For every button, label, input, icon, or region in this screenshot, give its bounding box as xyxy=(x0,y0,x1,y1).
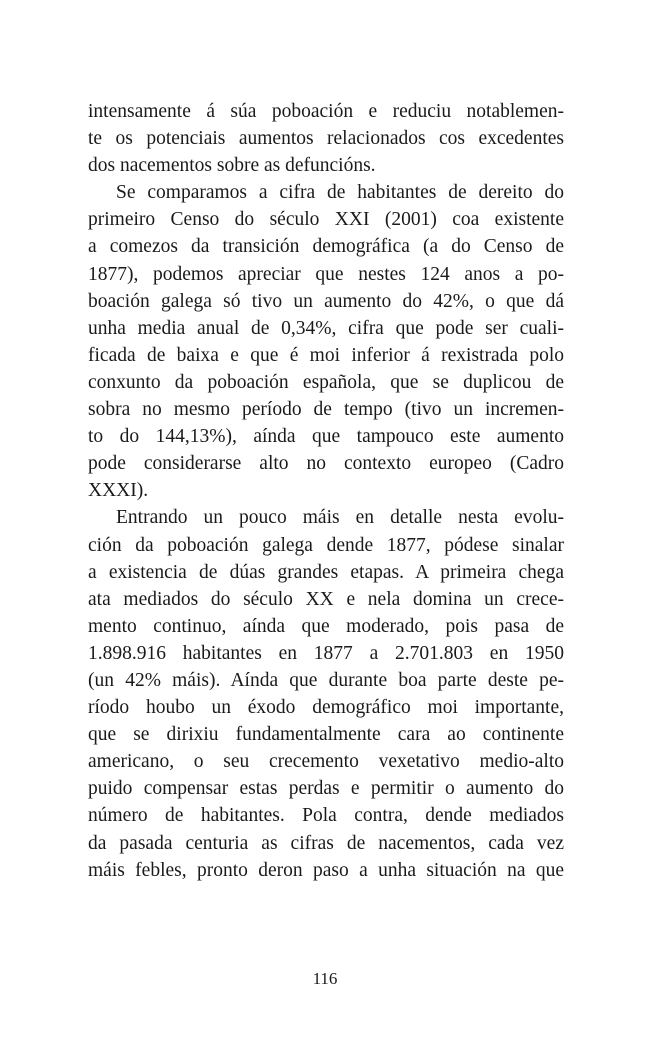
text-line: número de habitantes. Pola contra, dende mediados xyxy=(88,805,564,827)
text-line: conxunto da poboación española, que se duplicou de xyxy=(88,371,564,393)
page-number: 116 xyxy=(312,969,338,988)
text-line: ríodo houbo un éxodo demográfico moi importante, xyxy=(88,697,564,719)
text-line: ción da poboación galega dende 1877, pódese sinalar xyxy=(88,534,564,556)
text-line: americano, o seu crecemento vexetativo medio-alto xyxy=(88,751,564,773)
text-line: unha media anual de 0,34%, cifra que pode ser cuali- xyxy=(88,317,564,339)
paragraph xyxy=(88,504,564,883)
text-line: da pasada centuria as cifras de nacementos, cada vez xyxy=(88,832,564,854)
text-line: mento continuo, aínda que moderado, pois pasa de xyxy=(88,615,564,637)
text-line: boación galega só tivo un aumento do 42%, o que dá xyxy=(88,290,564,312)
text-line: a existencia de dúas grandes etapas. A primeira chega xyxy=(88,561,564,583)
text-line: 1.898.916 habitantes en 1877 a 2.701.803 en 1950 xyxy=(88,642,564,664)
text-line: Entrando un pouco máis en detalle nesta evolu- xyxy=(116,507,564,529)
text-line: Se comparamos a cifra de habitantes de dereito do xyxy=(116,182,564,204)
text-line: 1877), podemos apreciar que nestes 124 anos a po- xyxy=(88,263,564,285)
text-line: intensamente á súa poboación e reduciu notablemen- xyxy=(88,101,564,122)
text-line: XXXI). xyxy=(88,480,149,502)
text-line: puido compensar estas perdas e permitir o aumento do xyxy=(88,778,564,800)
text-line: (un 42% máis). Aínda que durante boa parte deste pe- xyxy=(88,669,564,691)
body-text xyxy=(88,98,564,884)
text-line: ficada de baixa e que é moi inferior á rexistrada polo xyxy=(88,344,564,366)
text-line: to do 144,13%), aínda que tampouco este aumento xyxy=(88,426,564,448)
text-line: a comezos da transición demográfica (a do Censo de xyxy=(88,236,564,258)
paragraph xyxy=(88,179,564,504)
paragraph xyxy=(88,98,564,179)
text-line: sobra no mesmo período de tempo (tivo un incremen- xyxy=(88,399,564,421)
text-line: ata mediados do século XX e nela domina un crece- xyxy=(88,588,564,610)
text-line: dos nacementos sobre as defuncións. xyxy=(88,155,376,177)
text-line: pode considerarse alto no contexto europeo (Cadro xyxy=(88,453,564,475)
text-line: que se dirixiu fundamentalmente cara ao continente xyxy=(88,724,564,746)
text-line: primeiro Censo do século XXI (2001) coa existente xyxy=(88,209,564,231)
text-line: máis febles, pronto deron paso a unha situación na que xyxy=(88,859,564,881)
text-line: te os potenciais aumentos relacionados cos excedentes xyxy=(88,128,564,150)
